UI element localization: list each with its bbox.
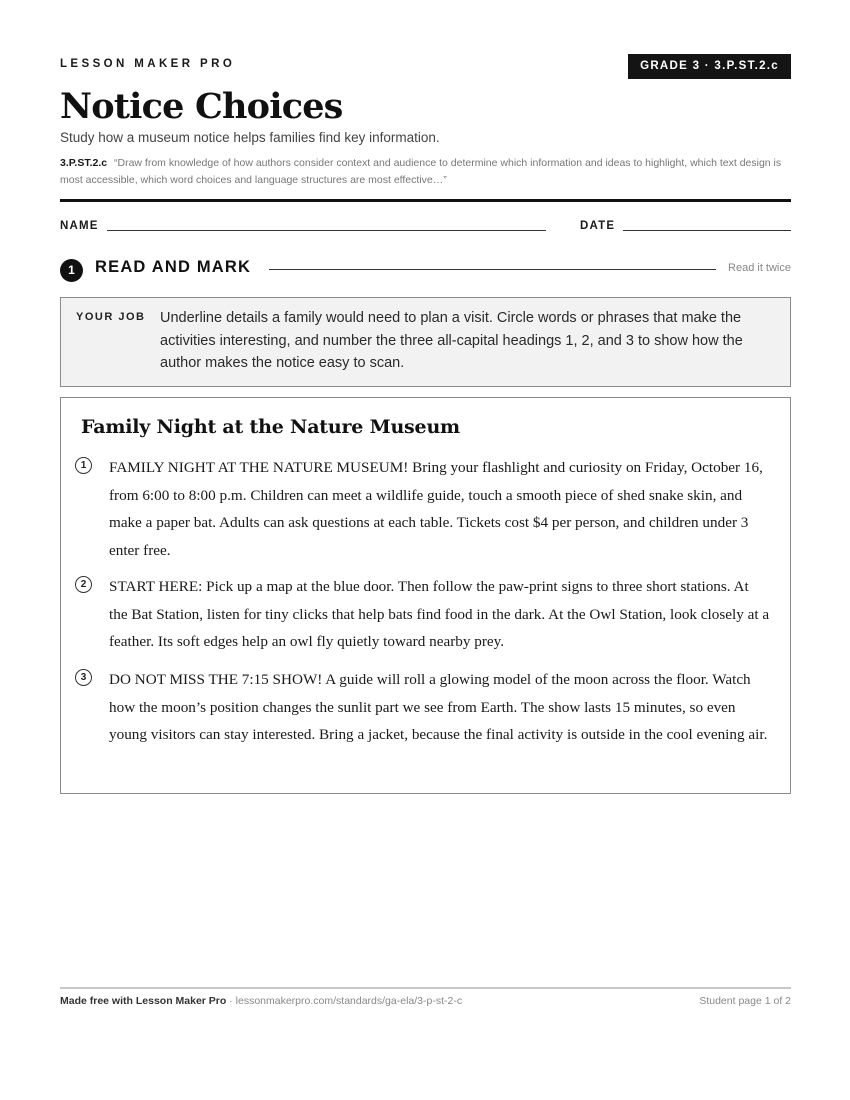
footer-page-number: Student page 1 of 2	[699, 995, 791, 1007]
name-field[interactable]	[107, 230, 546, 231]
worksheet-page	[60, 0, 791, 1100]
standard-text: “Draw from knowledge of how authors consider context and audience to determine which information and ideas to highlight, which text design is most accessible, which word choices and language structures are most effective…”	[60, 157, 782, 186]
job-text: Underline details a family would need to plan a visit. Circle words or phrases that make the activities interesting, and number the three all-capital headings 1, 2, and 3 to show how the author makes the notice easy to scan.	[160, 310, 743, 371]
standard-description	[60, 155, 791, 189]
brand-name: LESSON MAKER PRO	[60, 58, 236, 70]
paragraph-number-badge: 3	[75, 669, 92, 686]
standard-code: 3.P.ST.2.c	[60, 157, 108, 169]
paragraph-text: START HERE: Pick up a map at the blue door. Then follow the paw-print signs to three short stations. At the Bat Station, listen for tiny clicks that help bats find food in the dark. At the Owl Station, look closely at a feather. Its soft edges help an owl fly quietly toward nearby prey.	[109, 578, 770, 651]
footer-divider	[60, 987, 791, 989]
grade-badge: GRADE 3 · 3.P.ST.2.c	[628, 54, 791, 79]
job-label: YOUR JOB	[76, 311, 146, 323]
footer-separator: ·	[226, 995, 236, 1007]
header-divider	[60, 199, 791, 202]
footer-credit	[60, 995, 462, 1007]
notice-title: Family Night at the Nature Museum	[81, 416, 460, 438]
footer-made-with: Made free with Lesson Maker Pro	[60, 995, 227, 1007]
section-hint: Read it twice	[728, 262, 791, 274]
paragraph-number-badge: 2	[75, 576, 92, 593]
museum-notice-box	[60, 397, 791, 794]
section-divider	[269, 269, 716, 270]
section-title: READ AND MARK	[95, 258, 252, 276]
page-subtitle: Study how a museum notice helps families find key information.	[60, 130, 440, 145]
footer-url-link[interactable]: lessonmakerpro.com/standards/ga-ela/3-p-st-2-c	[235, 995, 463, 1007]
name-label: NAME	[60, 220, 99, 232]
page-title: Notice Choices	[60, 86, 343, 127]
paragraph-number-badge: 1	[75, 457, 92, 474]
paragraph-text: DO NOT MISS THE 7:15 SHOW! A guide will roll a glowing model of the moon across the floor. Watch how the moon’s position changes the sunlit part we see from Earth. The show lasts 15 minutes, so even young visitors can stay interested. Bring a jacket, because the final activity is outside in the cool evening air.	[109, 671, 768, 744]
date-field[interactable]	[623, 230, 791, 231]
job-instructions-box	[60, 297, 791, 387]
date-label: DATE	[580, 220, 616, 232]
section-number-badge: 1	[60, 259, 83, 282]
paragraph-text: FAMILY NIGHT AT THE NATURE MUSEUM! Bring your flashlight and curiosity on Friday, October 16, from 6:00 to 8:00 p.m. Children can meet a wildlife guide, touch a smooth piece of shed snake skin, and make a paper bat. Adults can ask questions at each table. Tickets cost $4 per person, and children under 3 enter free.	[109, 459, 763, 559]
